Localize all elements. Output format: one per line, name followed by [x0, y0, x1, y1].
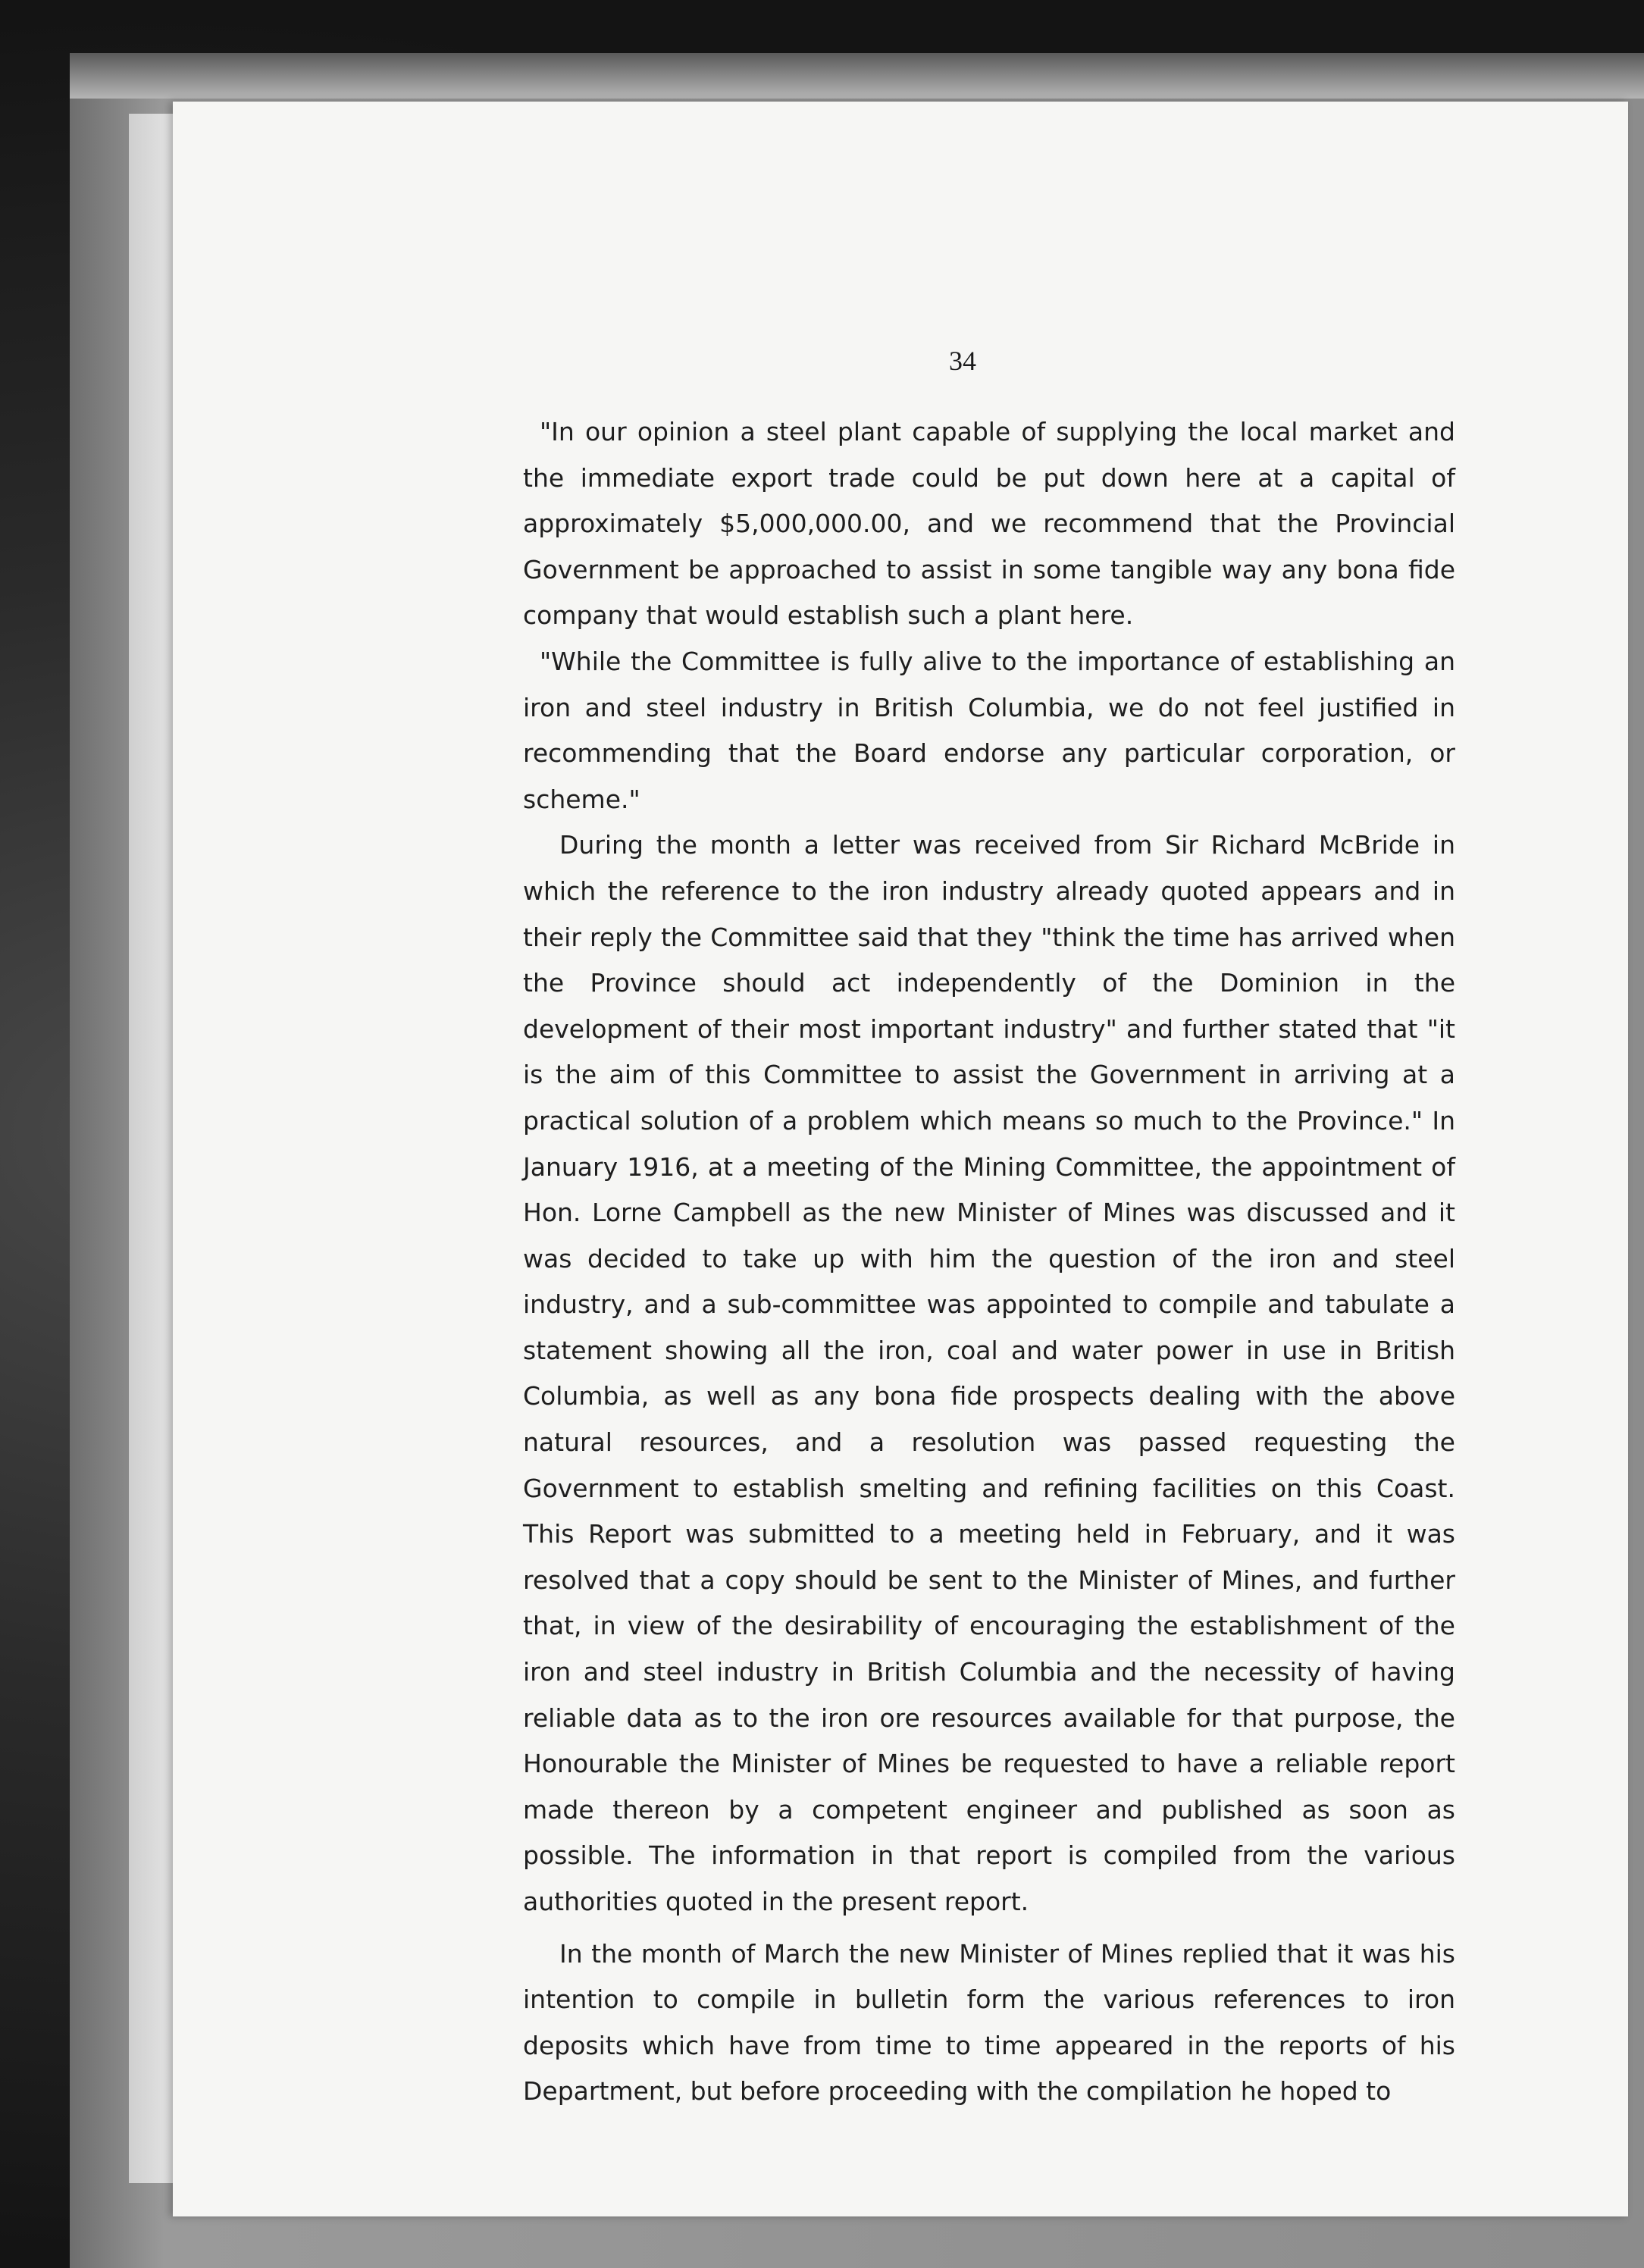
paragraph-march-minister: In the month of March the new Minister of Mines replied that it was his intention to compile in bulletin form the various references to iron deposits which have from time to time appeared in the reports of his Department, but before proceeding with the compilation he hoped to [523, 1938, 1455, 2107]
page-body [523, 409, 1455, 2115]
page-edge-shadow [129, 114, 178, 2183]
paragraph-mcbride-letter: During the month a letter was received from Sir Richard McBride in which the reference to the iron industry already quoted appears and in their reply the Committee said that they "think the time has arrived when the Province should act independently of the Dominion in the development of their most important industry" and further stated that "it is the aim of this Committee to assist the Government in arriving at a practical solution of a problem which means so much to the Province." In January 1916, at a meeting of the Mining Committee, the appointment of Hon. Lorne Campbell as the new Minister of Mines was discussed and it was decided to take up with him the question of the iron and steel industry, and a sub-committee was appointed to compile and tabulate a statement showing all the iron, coal and water power in use in British Columbia, as well as any bona fide prospects dealing with the above natural resources, and a resolution was passed requesting the Government to establish smelting and refining facilities on this Coast. This Report was submitted to a meeting held in February, and it was resolved that a copy should be sent to the Minister of Mines, and further that, in view of the desirability of encouraging the establishment of the iron and steel industry in British Columbia and the necessity of having reliable data as to the iron ore resources available for that purpose, the Honourable the Minister of Mines be requested to have a reliable report made thereon by a competent engineer and published as soon as possible. The information in that report is compiled from the various authorities quoted in the present report. [523, 830, 1455, 1916]
paragraph-quote-committee: "While the Committee is fully alive to the importance of establishing an iron and steel industry in British Columbia, we do not feel justified in recommending that the Board endorse any particular corporation, or scheme." [523, 646, 1455, 814]
scan-board-top-edge [70, 53, 1644, 99]
page-number: 34 [949, 346, 976, 376]
paragraph-quote-steel-plant: "In our opinion a steel plant capable of supplying the local market and the immediate export trade could be put down here at a capital of approximately $5,000,000.00, and we recommend that the Provincial Government be approached to assist in some tangible way any bona fide company that would establish such a plant here. [523, 417, 1455, 631]
